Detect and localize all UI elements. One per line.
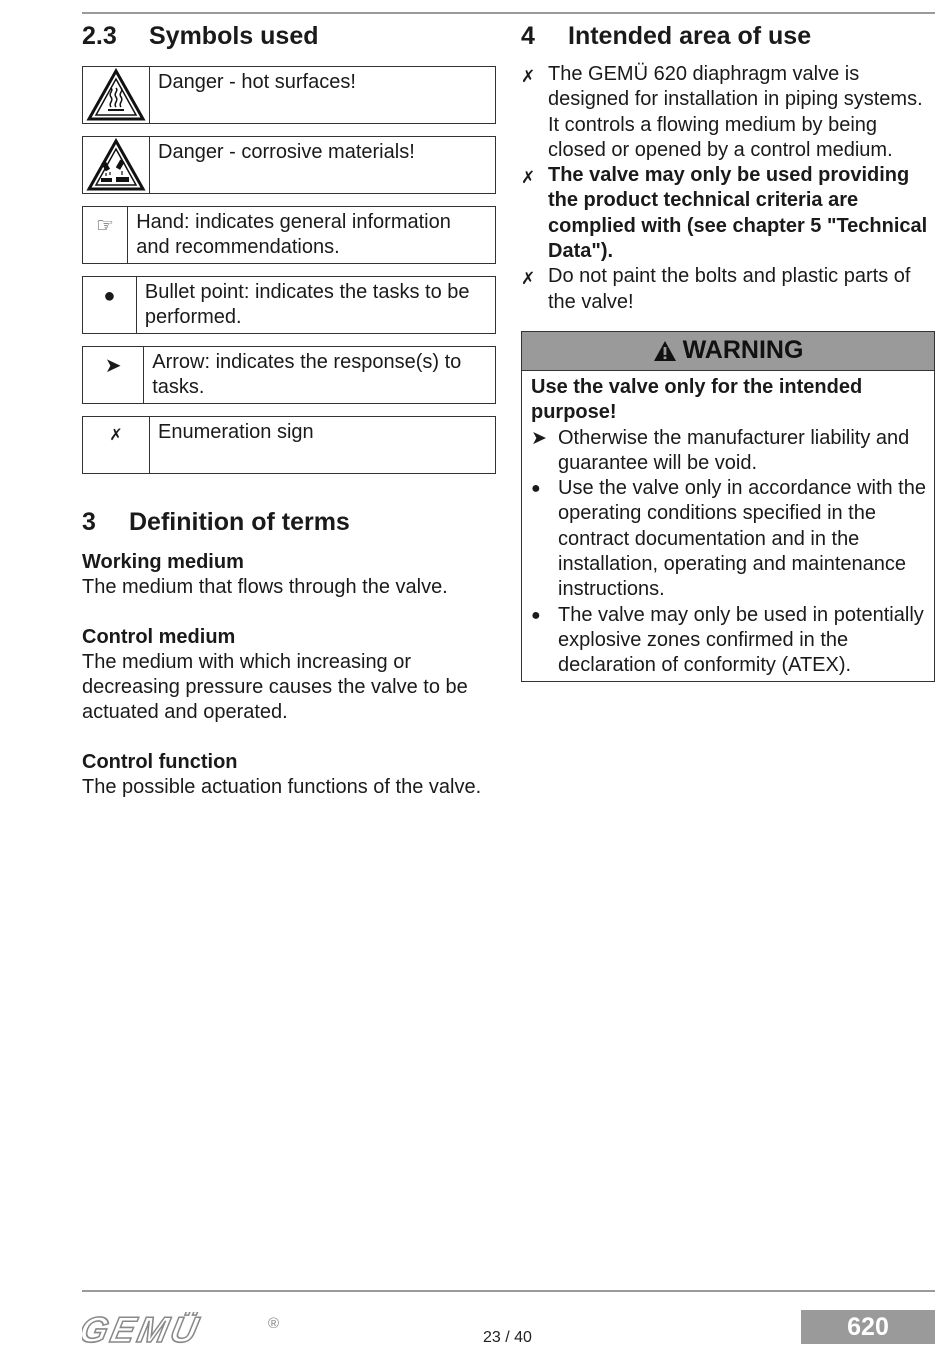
warning-body bbox=[522, 371, 934, 681]
list-item-text: The valve may only be used providing the product technical criteria are complied with (see chapter 5 "Technical Data"). bbox=[548, 164, 928, 263]
symbol-row bbox=[82, 276, 496, 334]
symbol-description: Danger - corrosive materials! bbox=[158, 141, 415, 163]
svg-text:®: ® bbox=[268, 1315, 280, 1332]
symbol-row bbox=[82, 66, 496, 124]
arrow-icon: ➤ bbox=[83, 347, 144, 403]
hot-surface-warning-icon bbox=[83, 67, 150, 123]
definition-entry bbox=[82, 550, 496, 600]
symbol-row bbox=[82, 346, 496, 404]
list-item bbox=[521, 264, 935, 315]
right-column bbox=[521, 20, 935, 682]
pointing-hand-icon: ☞ bbox=[83, 207, 128, 263]
term-title: Control medium bbox=[82, 626, 236, 648]
symbol-description: Enumeration sign bbox=[158, 421, 314, 443]
warning-item bbox=[531, 476, 926, 602]
warning-item-text: Otherwise the manufacturer liability and guarantee will be void. bbox=[558, 426, 910, 474]
page-number: 23 / 40 bbox=[483, 1329, 532, 1346]
list-item bbox=[521, 163, 935, 264]
symbol-row bbox=[82, 206, 496, 264]
warning-label: WARNING bbox=[682, 336, 804, 365]
bottom-divider bbox=[82, 1290, 935, 1292]
section-heading-intended-use bbox=[521, 20, 935, 52]
warning-item-text: Use the valve only in accordance with the operating conditions specified in the contract documentation and in the installation, operating and maintenance instructions. bbox=[558, 477, 926, 601]
warning-header bbox=[522, 332, 934, 371]
section-number: 2.3 bbox=[82, 22, 117, 50]
enumeration-icon: ✗ bbox=[83, 417, 150, 473]
symbol-description: Bullet point: indicates the tasks to be performed. bbox=[144, 281, 470, 328]
section-heading-definitions bbox=[82, 506, 496, 538]
bullet-icon: ● bbox=[531, 606, 541, 624]
symbol-row bbox=[82, 136, 496, 194]
list-item-text: Do not paint the bolts and plastic parts of the valve! bbox=[548, 265, 911, 313]
warning-item bbox=[531, 426, 926, 477]
definition-entry bbox=[82, 625, 496, 725]
warning-title: Use the valve only for the intended purpose! bbox=[531, 375, 863, 424]
section-title: Intended area of use bbox=[568, 22, 812, 50]
term-title: Control function bbox=[82, 751, 238, 773]
symbol-description: Arrow: indicates the response(s) to tasks. bbox=[152, 351, 462, 398]
list-item bbox=[521, 62, 935, 163]
warning-item-text: The valve may only be used in potentially explosive zones confirmed in the declaration of conformity (ATEX). bbox=[558, 603, 924, 677]
left-column bbox=[82, 20, 496, 800]
term-definition: The medium with which increasing or decreasing pressure causes the valve to be actuated and operated. bbox=[82, 651, 468, 723]
section-heading-symbols bbox=[82, 20, 496, 52]
top-divider bbox=[82, 12, 935, 14]
intended-use-list bbox=[521, 62, 935, 315]
term-definition: The medium that flows through the valve. bbox=[82, 576, 448, 598]
warning-triangle-icon bbox=[653, 340, 677, 362]
symbol-description: Hand: indicates general information and recommendations. bbox=[136, 211, 451, 258]
enumeration-icon: ✗ bbox=[521, 168, 536, 188]
gemu-logo bbox=[82, 1312, 292, 1351]
symbol-row bbox=[82, 416, 496, 474]
model-badge: 620 bbox=[801, 1310, 935, 1344]
symbol-description: Danger - hot surfaces! bbox=[158, 71, 356, 93]
definition-entry bbox=[82, 750, 496, 800]
section-title: Symbols used bbox=[149, 22, 319, 50]
section-title: Definition of terms bbox=[129, 508, 350, 536]
enumeration-icon: ✗ bbox=[521, 67, 536, 86]
term-title: Working medium bbox=[82, 551, 244, 573]
term-definition: The possible actuation functions of the valve. bbox=[82, 776, 482, 798]
bullet-icon: ● bbox=[531, 480, 541, 498]
warning-item bbox=[531, 603, 926, 679]
corrosive-warning-icon bbox=[83, 137, 150, 193]
list-item-text: The GEMÜ 620 diaphragm valve is designed for installation in piping systems. It controls a flowing medium by being closed or opened by a control medium. bbox=[548, 63, 923, 161]
symbols-table bbox=[82, 66, 496, 474]
enumeration-icon: ✗ bbox=[521, 269, 536, 289]
section-number: 3 bbox=[82, 508, 96, 536]
section-number: 4 bbox=[521, 22, 535, 50]
svg-text:GEMÜ: GEMÜ bbox=[82, 1312, 205, 1346]
arrow-icon: ➤ bbox=[531, 427, 547, 449]
warning-box bbox=[521, 331, 935, 682]
bullet-icon: ● bbox=[83, 277, 137, 333]
